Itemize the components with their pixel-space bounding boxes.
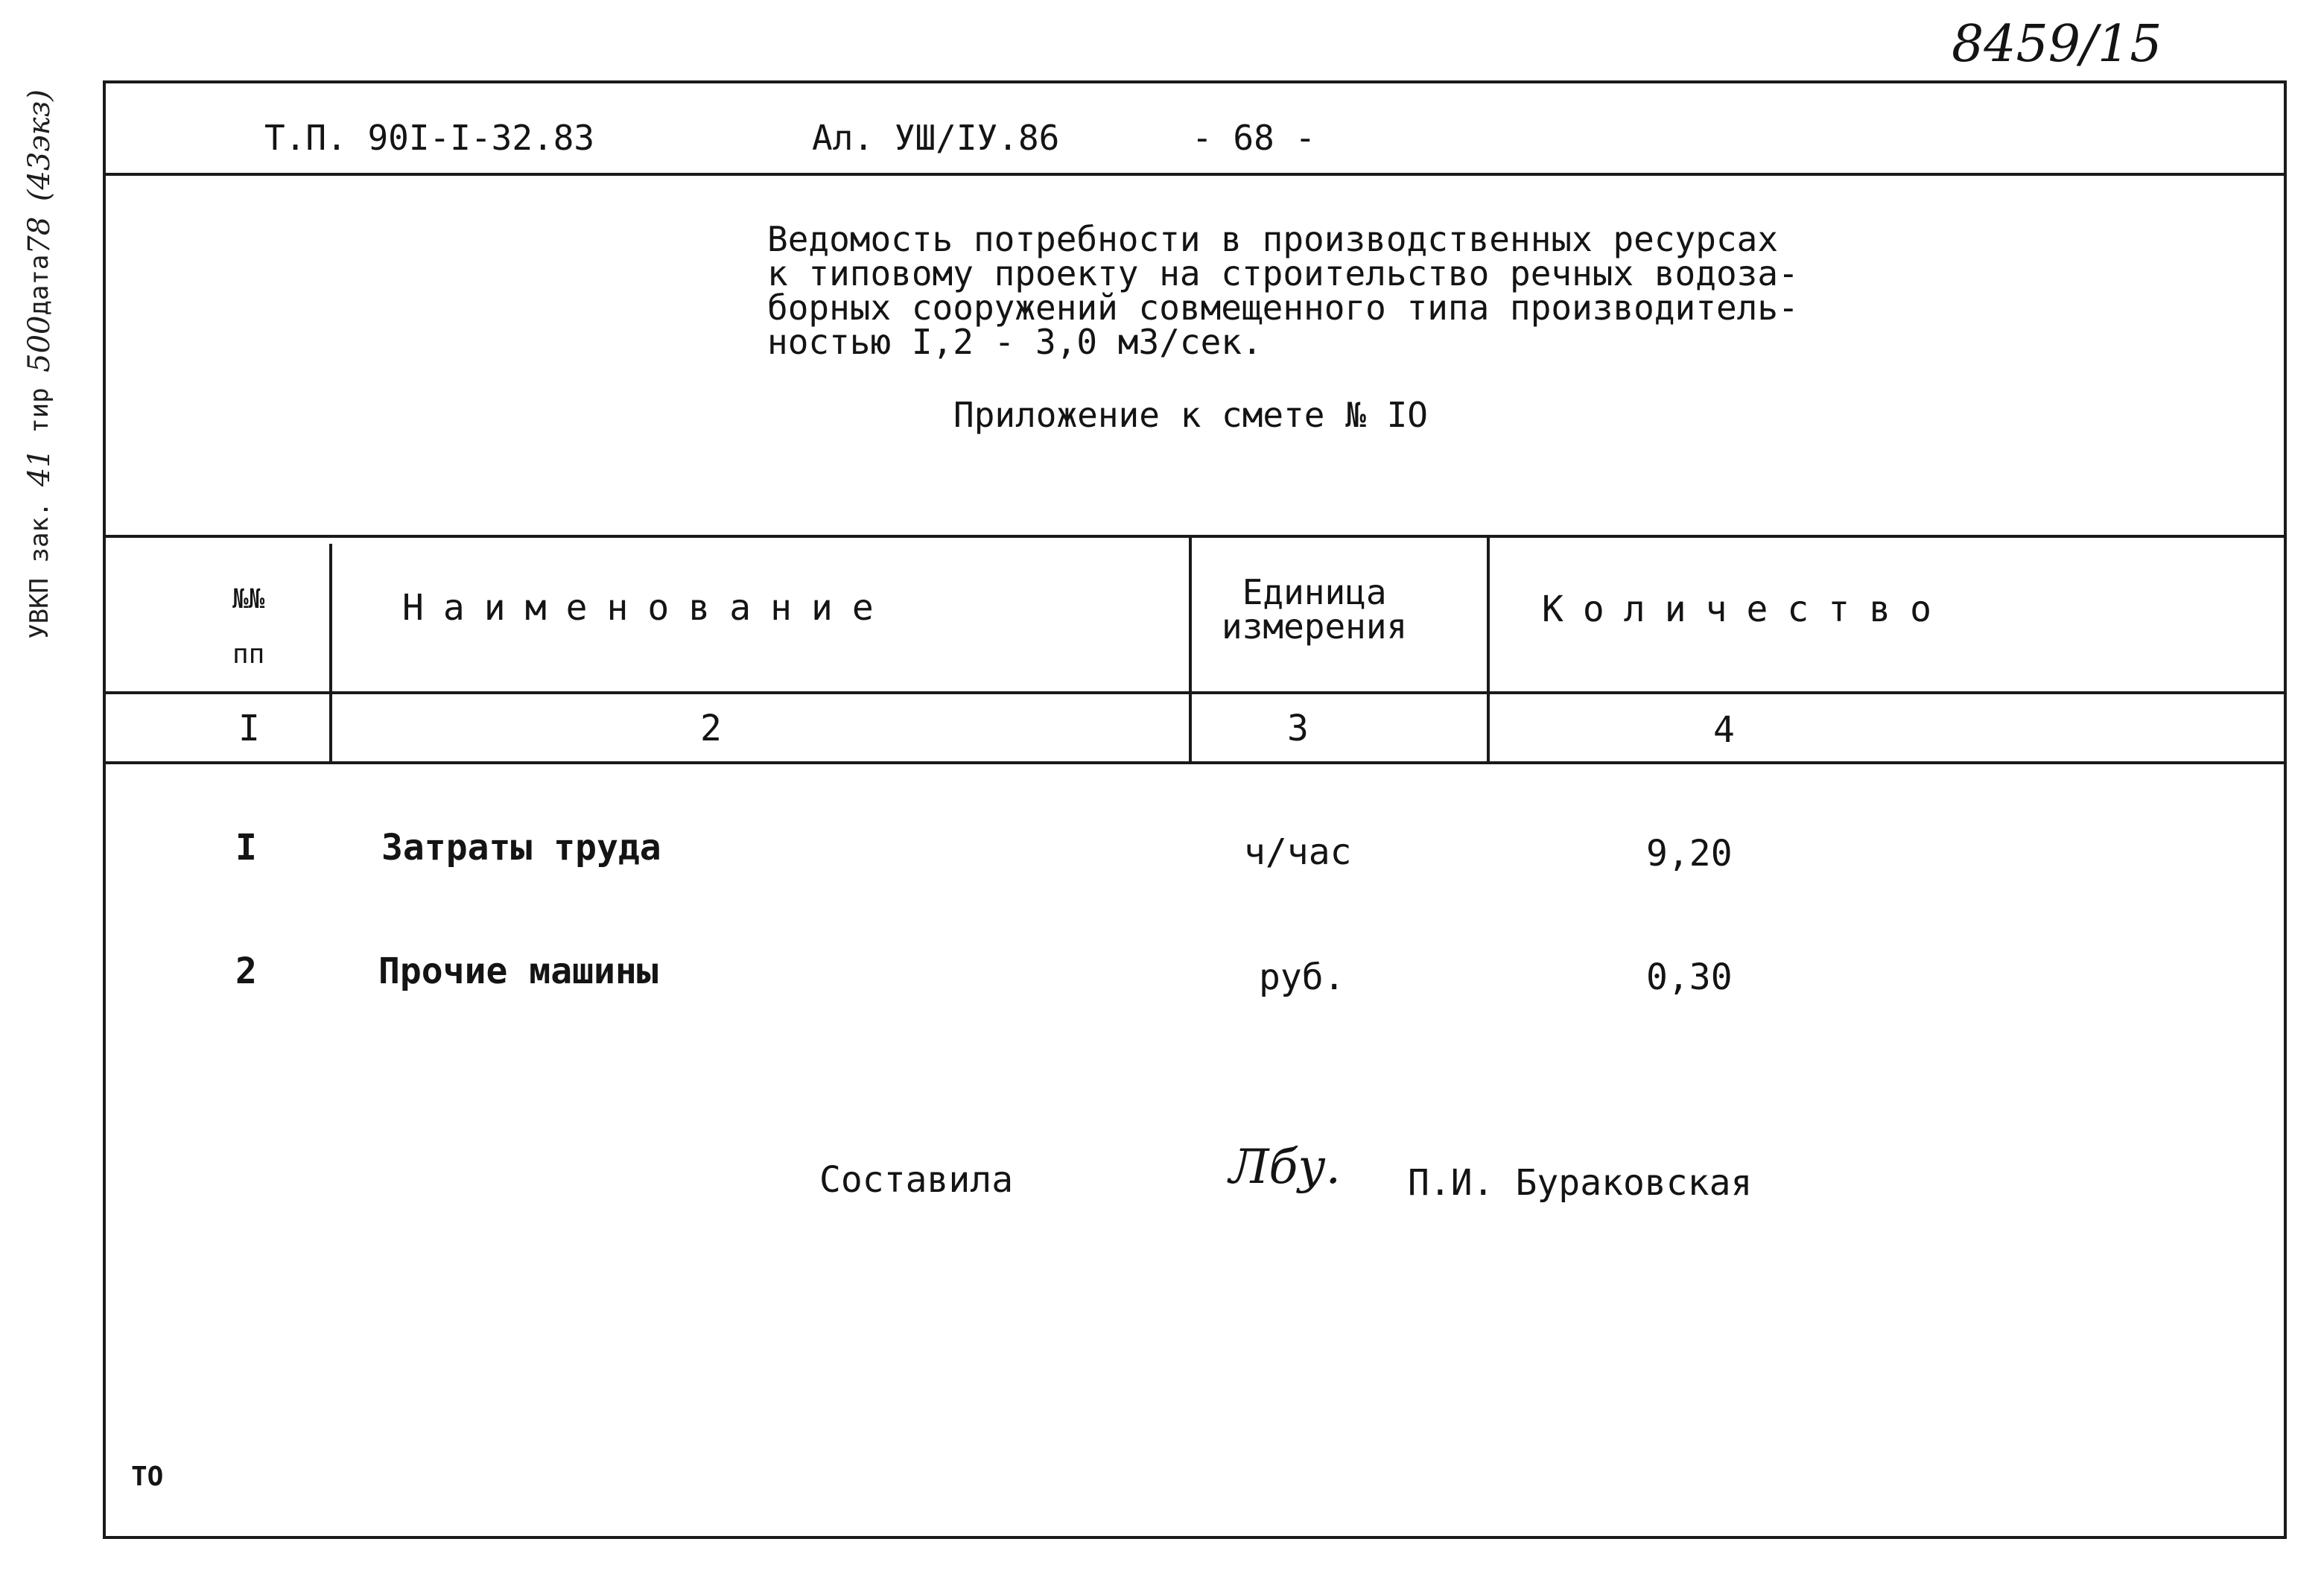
signature-scribble: Лбу.: [1229, 1140, 1341, 1195]
footer-mark: ТО: [131, 1461, 164, 1492]
col-header-num-1: №№: [232, 584, 265, 615]
col-divider-1: [329, 544, 332, 763]
signature-role: Составила: [819, 1159, 1014, 1201]
table-top-border: [103, 535, 2287, 538]
col-number-4: 4: [1713, 709, 1735, 751]
margin-print-note: [22, 89, 57, 639]
row-1-num: I: [235, 827, 257, 869]
page-number: - 68 -: [1192, 118, 1316, 158]
table-header-border: [103, 691, 2287, 694]
col-divider-3: [1487, 538, 1490, 763]
project-code: Т.П. 90I-I-32.83: [264, 118, 595, 158]
archive-stamp: 8459/15: [1952, 15, 2162, 74]
title-line-4: ностью I,2 - 3,0 м3/сек.: [767, 322, 1263, 362]
album-code: Ал. УШ/IУ.86: [812, 118, 1060, 158]
col-header-num-2: пп: [232, 639, 265, 670]
margin-circulation-label: тир: [25, 387, 54, 434]
title-line-3: борных сооружений совмещенного типа производитель-: [767, 288, 1799, 328]
document-title: [767, 219, 1799, 362]
header-divider: [103, 173, 2287, 176]
col-header-qty: Количество: [1542, 588, 1951, 630]
col-header-unit-1: Единица: [1242, 572, 1387, 612]
row-2-num: 2: [235, 950, 257, 992]
col-header-unit: [1222, 572, 1408, 647]
table-colnum-border: [103, 761, 2287, 764]
margin-date-label: дата: [25, 254, 54, 316]
row-1-qty: 9,20: [1646, 833, 1733, 875]
margin-pages: (43экз): [22, 89, 57, 202]
row-1-unit: ч/час: [1244, 831, 1352, 873]
col-number-2: 2: [700, 708, 722, 749]
row-2-unit: руб.: [1259, 956, 1345, 998]
col-divider-2: [1189, 538, 1192, 763]
margin-order-no: 41: [22, 448, 57, 487]
col-number-3: 3: [1287, 708, 1309, 749]
col-header-unit-2: измерения: [1222, 606, 1408, 647]
row-2-name: Прочие машины: [378, 950, 658, 992]
row-2-qty: 0,30: [1646, 956, 1733, 998]
margin-print-label: УВКП зак.: [25, 501, 54, 639]
col-number-1: I: [238, 708, 260, 749]
signer-name: П.И. Бураковская: [1408, 1162, 1753, 1204]
margin-circulation: 500: [22, 315, 57, 372]
title-line-1: Ведомость потребности в производственных ресурсах: [767, 219, 1779, 259]
title-line-2: к типовому проекту на строительство речных водоза-: [767, 253, 1799, 293]
row-1-name: Затраты труда: [381, 827, 661, 869]
col-header-name: Наименование: [402, 587, 893, 629]
col-header-num: [232, 572, 264, 682]
margin-date: 78: [22, 216, 57, 255]
appendix-line: Приложение к смете № IO: [953, 395, 1428, 435]
